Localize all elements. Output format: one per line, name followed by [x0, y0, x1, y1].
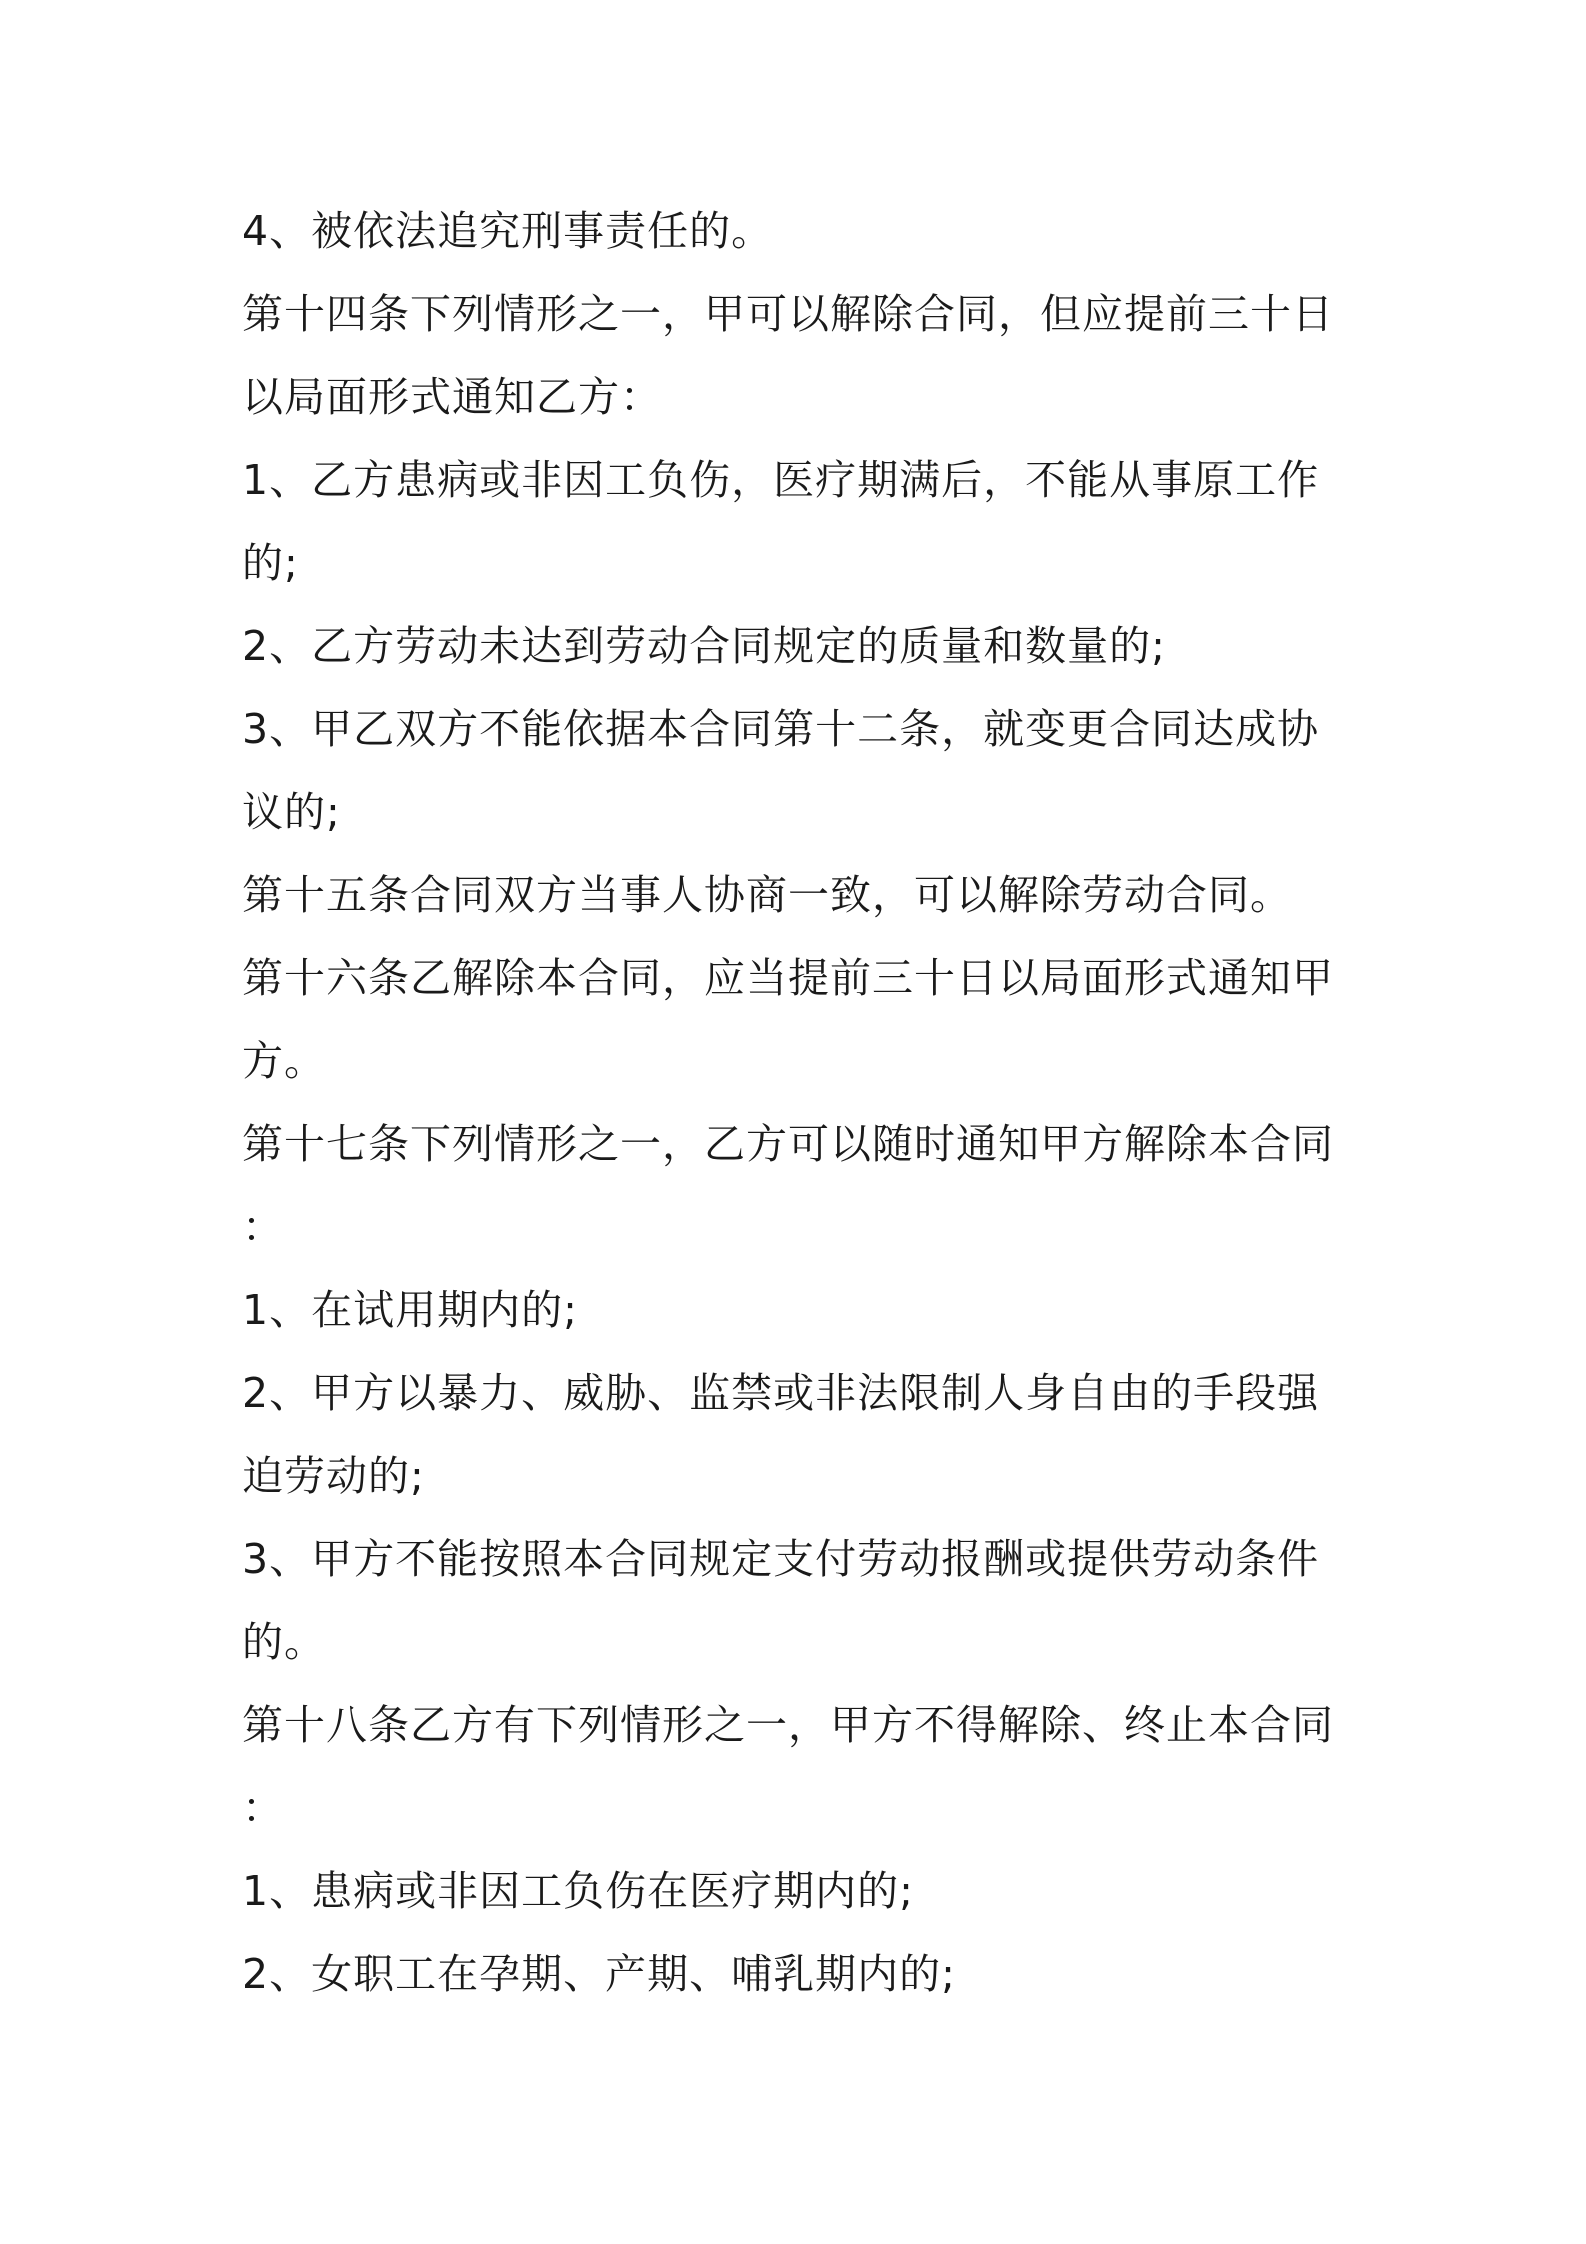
text-line: 方。 — [242, 1037, 326, 1085]
text-line: 2、乙方劳动未达到劳动合同规定的质量和数量的; — [242, 622, 1166, 670]
text-line: 3、甲乙双方不能依据本合同第十二条，就变更合同达成协 — [242, 705, 1320, 753]
text-line: 议的; — [242, 788, 341, 836]
text-line: 1、乙方患病或非因工负伤，医疗期满后，不能从事原工作 — [242, 456, 1320, 504]
text-line: 1、患病或非因工负伤在医疗期内的; — [242, 1867, 914, 1915]
text-line: 2、女职工在孕期、产期、哺乳期内的; — [242, 1950, 956, 1998]
text-line: 以局面形式通知乙方： — [242, 373, 662, 421]
document-body — [242, 190, 1362, 2016]
text-line: 第十六条乙解除本合同，应当提前三十日以局面形式通知甲 — [242, 954, 1334, 1002]
text-line: 1、在试用期内的; — [242, 1286, 578, 1334]
text-line: 4、被依法追究刑事责任的。 — [242, 207, 774, 255]
text-line: 3、甲方不能按照本合同规定支付劳动报酬或提供劳动条件 — [242, 1535, 1320, 1583]
text-line: 第十七条下列情形之一，乙方可以随时通知甲方解除本合同 — [242, 1120, 1334, 1168]
text-line: 第十五条合同双方当事人协商一致，可以解除劳动合同。 — [242, 871, 1292, 919]
text-line: 的; — [242, 539, 299, 587]
text-line: 第十四条下列情形之一，甲可以解除合同，但应提前三十日 — [242, 290, 1334, 338]
text-line: 迫劳动的; — [242, 1452, 425, 1500]
text-line: 的。 — [242, 1618, 326, 1666]
text-line: ： — [242, 1203, 284, 1251]
text-line: ： — [242, 1784, 284, 1832]
text-line: 第十八条乙方有下列情形之一，甲方不得解除、终止本合同 — [242, 1701, 1334, 1749]
text-line: 2、甲方以暴力、威胁、监禁或非法限制人身自由的手段强 — [242, 1369, 1320, 1417]
